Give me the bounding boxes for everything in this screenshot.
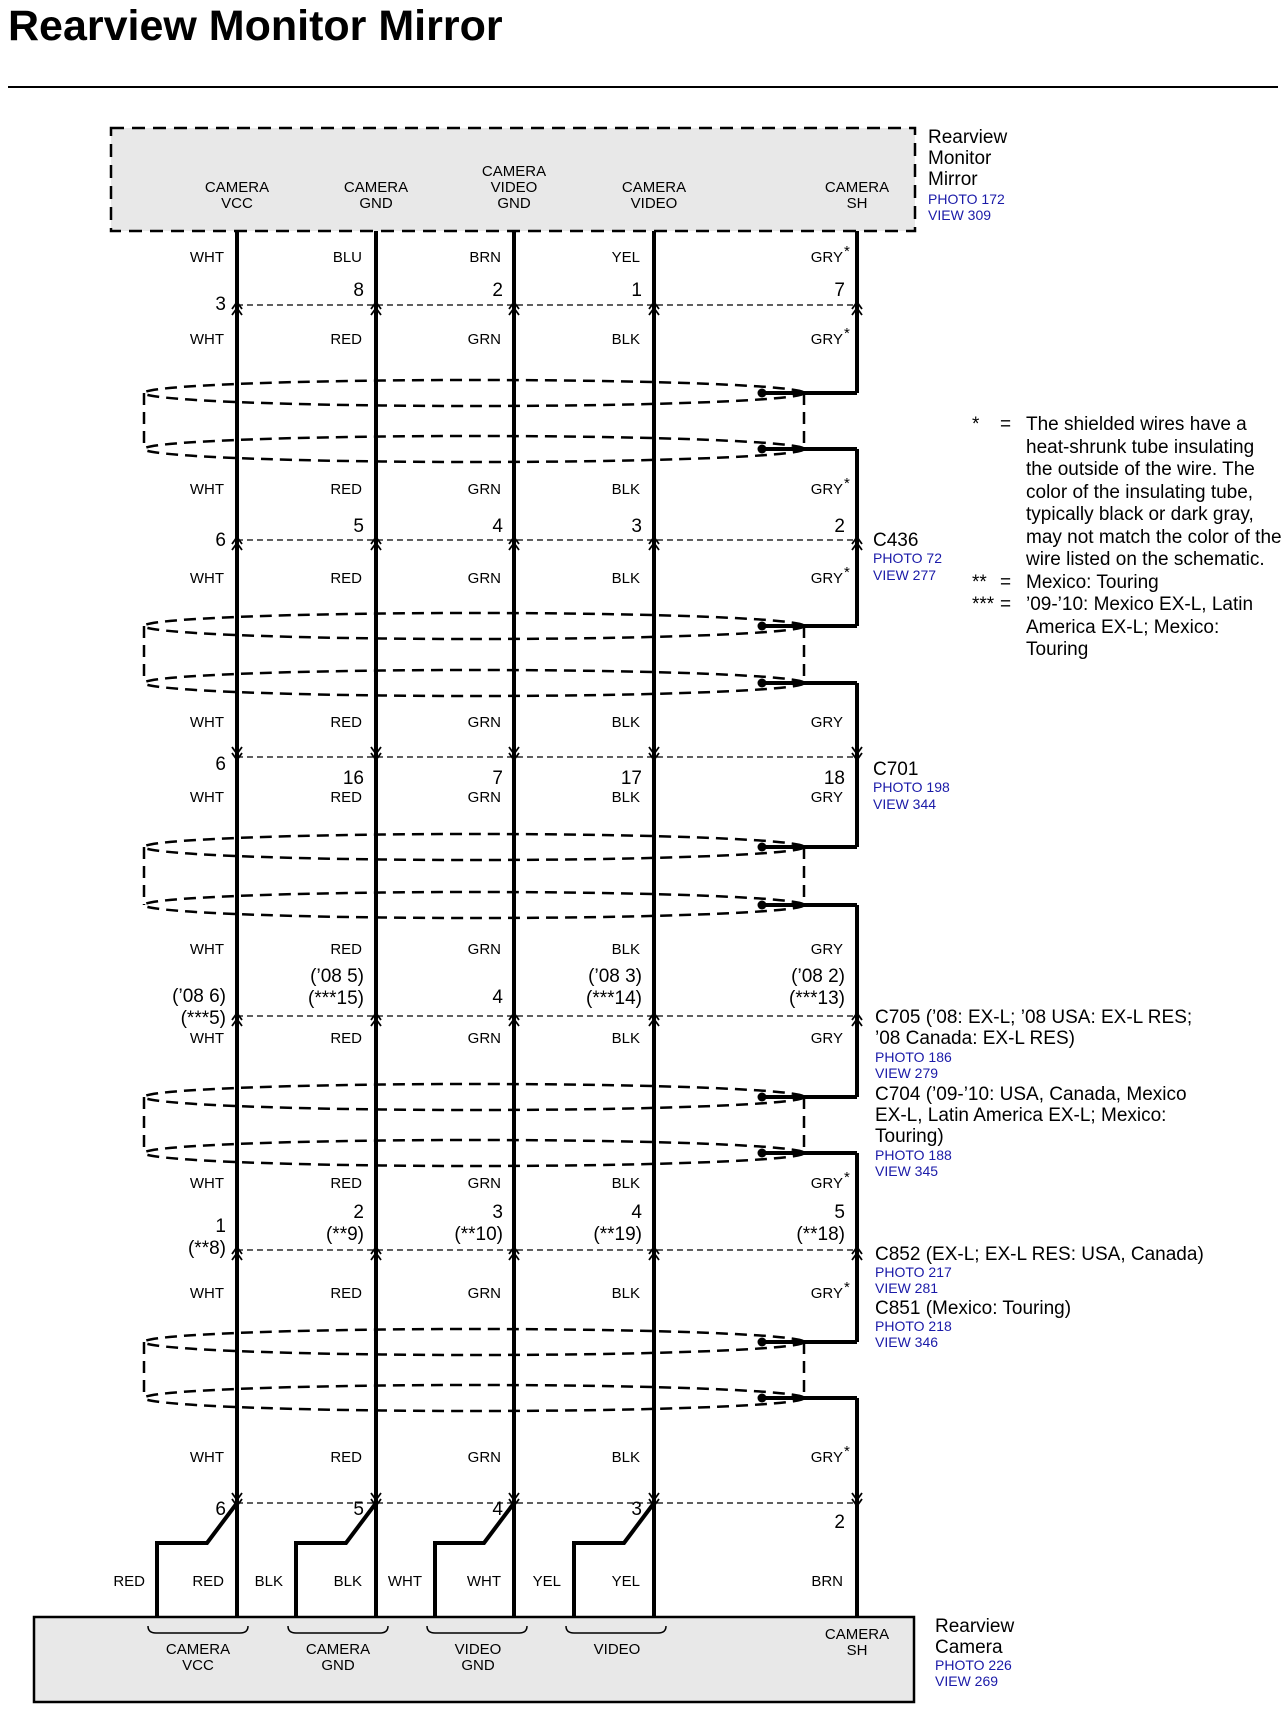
- pair-return-color: BLK: [254, 1573, 283, 1590]
- wire-color-asterisk: *: [844, 243, 850, 260]
- shield-ellipse-top: [144, 1084, 804, 1110]
- pin-number: 3: [492, 1202, 503, 1223]
- pin-number: 3: [631, 1499, 642, 1520]
- connector-photo-ref: PHOTO 72: [873, 550, 942, 566]
- camera-terminal-label: GND: [321, 1657, 355, 1674]
- wire-color-label: BLK: [611, 1285, 640, 1302]
- shield-ellipse-top: [144, 1329, 804, 1355]
- wire-color-label: RED: [330, 1449, 362, 1466]
- wire-color-label: WHT: [189, 249, 224, 266]
- shield-splice-dot: [758, 1093, 767, 1102]
- connector-view-ref: VIEW 279: [875, 1065, 939, 1081]
- pin-number: 5: [353, 516, 364, 537]
- pin-number: 6: [215, 754, 226, 775]
- wire-color-label: BLK: [611, 1175, 640, 1192]
- connector-photo-ref: PHOTO 186: [875, 1049, 952, 1065]
- connector-name: C704 (’09-’10: USA, Canada, Mexico: [875, 1084, 1187, 1105]
- connector-view-ref: VIEW 281: [875, 1280, 939, 1296]
- pin-number: (**10): [454, 1224, 503, 1245]
- pin-number: 1: [215, 1216, 226, 1237]
- wire-color-asterisk: *: [844, 1443, 850, 1460]
- pair-signal-color: RED: [192, 1573, 224, 1590]
- pin-number: 1: [631, 280, 642, 301]
- mirror-view-ref: VIEW 309: [928, 207, 992, 223]
- shield-ellipse-bottom: [144, 1140, 804, 1166]
- wire-color-label: RED: [330, 941, 362, 958]
- wire-color-label: GRY: [810, 941, 843, 958]
- shield-ellipse-bottom: [144, 892, 804, 918]
- legend-text: The shielded wires have a heat-shrunk tube insulating the outside of the wire. The color of the insulating tube, typically black or dark gray, may not match the color of the wire listed on the schematic.: [1026, 414, 1282, 570]
- connector-name: C436: [873, 530, 919, 551]
- pin-number: 17: [620, 768, 642, 789]
- pin-number: 18: [823, 768, 845, 789]
- wire-color-label: GRN: [467, 1449, 501, 1466]
- camera-terminal-label: VIDEO: [593, 1641, 641, 1658]
- pin-number: 5: [834, 1202, 845, 1223]
- connector-photo-ref: PHOTO 198: [873, 779, 950, 795]
- twisted-pair-return-wire: [574, 1503, 654, 1617]
- pin-number: 6: [215, 1499, 226, 1520]
- pair-return-color: WHT: [387, 1573, 422, 1590]
- wire-color-label: BLK: [611, 941, 640, 958]
- connector-name: C705 (’08: EX-L; ’08 USA: EX-L RES;: [875, 1007, 1193, 1028]
- pin-number: (***15): [308, 988, 364, 1009]
- camera-name: Camera: [935, 1637, 1003, 1658]
- pin-number: (***13): [789, 988, 845, 1009]
- pin-number: 3: [215, 294, 226, 315]
- wire-color-label: RED: [330, 1175, 362, 1192]
- wire-color-label: BLK: [611, 714, 640, 731]
- legend: [972, 414, 1282, 662]
- shield-splice-dot: [758, 901, 767, 910]
- wire-color-label: GRN: [467, 331, 501, 348]
- wire-color-label: RED: [330, 789, 362, 806]
- connector-view-ref: VIEW 346: [875, 1334, 939, 1350]
- wire-color-label: RED: [330, 570, 362, 587]
- wire-color-asterisk: *: [844, 1169, 850, 1186]
- page-title: Rearview Monitor Mirror: [8, 2, 503, 50]
- camera-sh-color: BRN: [811, 1573, 843, 1590]
- connector-view-ref: VIEW 344: [873, 796, 937, 812]
- wire-color-label: GRN: [467, 481, 501, 498]
- connector-name: C851 (Mexico: Touring): [875, 1298, 1072, 1319]
- wire-color-label: GRN: [467, 714, 501, 731]
- connector-name: ’08 Canada: EX-L RES): [875, 1028, 1075, 1049]
- pin-number: 4: [492, 516, 503, 537]
- shield-ellipse-top: [144, 613, 804, 639]
- mirror-terminal-label: VCC: [221, 195, 253, 212]
- twisted-pair-return-wire: [296, 1503, 376, 1617]
- pin-number: 3: [631, 516, 642, 537]
- wire-color-label: RED: [330, 481, 362, 498]
- mirror-name: Rearview: [928, 127, 1008, 148]
- pin-number: 2: [353, 1202, 364, 1223]
- wire-color-label: WHT: [189, 1175, 224, 1192]
- wire-color-label: GRN: [467, 1030, 501, 1047]
- wire-color-label: GRY: [810, 570, 843, 587]
- wire-color-asterisk: *: [844, 1279, 850, 1296]
- wire-color-label: GRY: [810, 1449, 843, 1466]
- pin-number: 5: [353, 1499, 364, 1520]
- wire-color-label: GRY: [810, 1285, 843, 1302]
- connector-view-ref: VIEW 277: [873, 567, 937, 583]
- wire-color-label: GRN: [467, 1285, 501, 1302]
- connector-photo-ref: PHOTO 217: [875, 1264, 952, 1280]
- camera-terminal-label: VCC: [182, 1657, 214, 1674]
- wire-color-label: BLK: [611, 481, 640, 498]
- pair-signal-color: WHT: [466, 1573, 501, 1590]
- pin-number: (’08 2): [791, 966, 845, 987]
- camera-photo-ref: PHOTO 226: [935, 1657, 1012, 1673]
- pin-number: (**19): [593, 1224, 642, 1245]
- pin-number: 4: [492, 987, 503, 1008]
- legend-item-shielded: * = The shielded wires have a heat-shrunk tube insulating the outside of the wire. The color of the insulating tube, typically black or dark gray, may not match the color of the wire listed on the schematic.: [972, 414, 1282, 570]
- connector-view-ref: VIEW 345: [875, 1163, 939, 1179]
- pin-number: (**8): [187, 1238, 226, 1259]
- pair-return-color: YEL: [532, 1573, 561, 1590]
- connector-name: C701: [873, 759, 919, 780]
- connector-name: EX-L, Latin America EX-L; Mexico:: [875, 1105, 1167, 1126]
- shield-splice-dot: [758, 1394, 767, 1403]
- wire-color-asterisk: *: [844, 564, 850, 581]
- wire-color-label: GRN: [467, 789, 501, 806]
- wire-color-label: WHT: [189, 481, 224, 498]
- wire-color-label: WHT: [189, 331, 224, 348]
- wire-color-label: GRY: [810, 249, 843, 266]
- pin-number: (’08 3): [588, 966, 642, 987]
- pin-number: 2: [834, 516, 845, 537]
- pin-number: (’08 6): [172, 986, 226, 1007]
- shield-ellipse-bottom: [144, 670, 804, 696]
- pin-number: (***5): [180, 1008, 226, 1029]
- camera-terminal-label: SH: [846, 1642, 868, 1659]
- mirror-name: Monitor: [928, 148, 992, 169]
- wire-color-label: BLK: [611, 789, 640, 806]
- mirror-terminal-label: CAMERA: [481, 163, 547, 180]
- mirror-terminal-label: VIDEO: [490, 179, 538, 196]
- wire-color-label: GRY: [810, 1175, 843, 1192]
- wire-color-label: GRN: [467, 1175, 501, 1192]
- pin-number: (**9): [325, 1224, 364, 1245]
- shield-ellipse-top: [144, 834, 804, 860]
- mirror-terminal-label: GND: [497, 195, 531, 212]
- shield-splice-dot: [758, 1338, 767, 1347]
- legend-item-mexico-touring: ** = Mexico: Touring: [972, 571, 1159, 593]
- wire-color-label: GRN: [467, 941, 501, 958]
- legend-key: ***: [972, 594, 995, 615]
- legend-text: Mexico: Touring: [1026, 571, 1159, 593]
- wire-color-label: BLK: [611, 1449, 640, 1466]
- shield-ellipse-bottom: [144, 436, 804, 462]
- legend-key: *: [972, 414, 980, 435]
- mirror-terminal-label: GND: [359, 195, 393, 212]
- pin-number: (’08 5): [310, 966, 364, 987]
- pin-number: 4: [492, 1499, 503, 1520]
- camera-name: Rearview: [935, 1616, 1015, 1637]
- twisted-pair-return-wire: [157, 1503, 237, 1617]
- wire-color-label: GRY: [810, 481, 843, 498]
- shield-splice-dot: [758, 445, 767, 454]
- mirror-terminal-label: CAMERA: [824, 179, 890, 196]
- shield-splice-dot: [758, 1149, 767, 1158]
- wire-color-label: RED: [330, 714, 362, 731]
- camera-terminal-label: CAMERA: [165, 1641, 231, 1658]
- wire-color-label: BLK: [611, 331, 640, 348]
- wire-color-label: BRN: [469, 249, 501, 266]
- wire-color-label: RED: [330, 1030, 362, 1047]
- legend-key: **: [972, 571, 987, 593]
- wire-color-label: WHT: [189, 1285, 224, 1302]
- connector-photo-ref: PHOTO 218: [875, 1318, 952, 1334]
- pin-number: (**18): [796, 1224, 845, 1245]
- pin-number: 4: [631, 1202, 642, 1223]
- mirror-photo-ref: PHOTO 172: [928, 191, 1005, 207]
- wire-color-asterisk: *: [844, 325, 850, 342]
- wire-color-label: BLK: [611, 1030, 640, 1047]
- connector-name: C852 (EX-L; EX-L RES: USA, Canada): [875, 1244, 1204, 1265]
- wire-color-label: WHT: [189, 714, 224, 731]
- camera-terminal-label: CAMERA: [305, 1641, 371, 1658]
- wire-color-label: WHT: [189, 1449, 224, 1466]
- pair-return-color: RED: [113, 1573, 145, 1590]
- wire-color-label: WHT: [189, 1030, 224, 1047]
- wire-color-label: GRN: [467, 570, 501, 587]
- shield-splice-dot: [758, 843, 767, 852]
- legend-item-09-10: *** = ’09-’10: Mexico EX-L, Latin America EX-L; Mexico: Touring: [972, 594, 1254, 660]
- wire-color-label: WHT: [189, 789, 224, 806]
- wire-color-label: RED: [330, 1285, 362, 1302]
- shield-splice-dot: [758, 622, 767, 631]
- wire-color-label: GRY: [810, 714, 843, 731]
- mirror-terminal-label: VIDEO: [630, 195, 678, 212]
- wire-color-label: BLK: [611, 570, 640, 587]
- wire-color-asterisk: *: [844, 475, 850, 492]
- shield-ellipse-bottom: [144, 1385, 804, 1411]
- wire-color-label: RED: [330, 331, 362, 348]
- camera-terminal-label: GND: [461, 1657, 495, 1674]
- mirror-name: Mirror: [928, 169, 978, 190]
- shield-ellipse-top: [144, 380, 804, 406]
- wire-color-label: WHT: [189, 570, 224, 587]
- pin-number: 8: [353, 280, 364, 301]
- legend-text: ’09-’10: Mexico EX-L, Latin America EX-L; Mexico: Touring: [1026, 594, 1254, 660]
- pin-number: 2: [492, 280, 503, 301]
- camera-view-ref: VIEW 269: [935, 1673, 999, 1689]
- wire-color-label: GRY: [810, 331, 843, 348]
- wire-color-label: BLU: [332, 249, 362, 266]
- pair-signal-color: YEL: [611, 1573, 640, 1590]
- pin-number: 16: [342, 768, 364, 789]
- pin-number: 7: [834, 280, 845, 301]
- mirror-terminal-label: CAMERA: [621, 179, 687, 196]
- pin-number: 7: [492, 768, 503, 789]
- connector-name: Touring): [875, 1126, 944, 1147]
- mirror-terminal-label: CAMERA: [343, 179, 409, 196]
- pin-number: 2: [834, 1512, 845, 1533]
- twisted-pair-return-wire: [435, 1503, 514, 1617]
- camera-terminal-label: CAMERA: [824, 1626, 890, 1643]
- shield-splice-dot: [758, 679, 767, 688]
- pin-number: 6: [215, 530, 226, 551]
- camera-terminal-label: VIDEO: [454, 1641, 502, 1658]
- pin-number: (***14): [586, 988, 642, 1009]
- wire-color-label: YEL: [611, 249, 640, 266]
- shield-splice-dot: [758, 389, 767, 398]
- mirror-terminal-label: CAMERA: [204, 179, 270, 196]
- wire-color-label: WHT: [189, 941, 224, 958]
- connector-photo-ref: PHOTO 188: [875, 1147, 952, 1163]
- pair-signal-color: BLK: [333, 1573, 362, 1590]
- wire-color-label: GRY: [810, 789, 843, 806]
- mirror-terminal-label: SH: [846, 195, 868, 212]
- wire-color-label: GRY: [810, 1030, 843, 1047]
